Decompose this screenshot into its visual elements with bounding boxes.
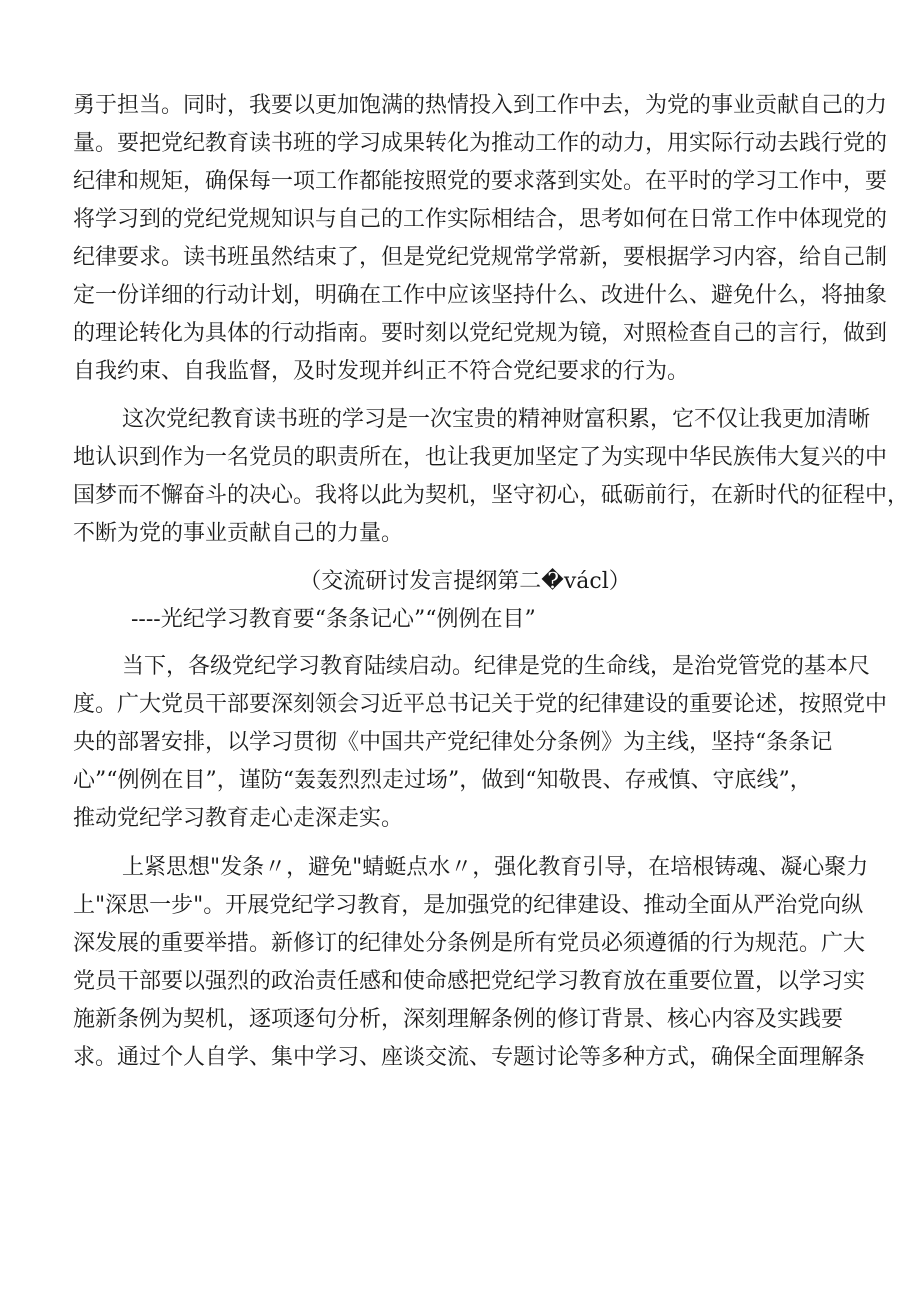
paragraph-line: 纪律和规矩，确保每一项工作都能按照党的要求落到实处。在平时的学习工作中，要 xyxy=(73,169,888,194)
paragraph-line: 党员干部要以强烈的政治责任感和使命感把党纪学习教育放在重要位置，以学习实 xyxy=(73,969,866,994)
paragraph-line: 施新条例为契机，逐项逐句分析，深刻理解条例的修订背景、核心内容及实践要 xyxy=(73,1007,844,1032)
paragraph-line: 地认识到作为一名党员的职责所在，也让我更加坚定了为实现中华民族伟大复兴的中 xyxy=(73,445,888,470)
paragraph-line: 勇于担当。同时，我要以更加饱满的热情投入到工作中去，为党的事业贡献自己的力 xyxy=(73,93,888,118)
paragraph-line: 度。广大党员干部要深刻领会习近平总书记关于党的纪律建设的重要论述，按照党中 xyxy=(73,692,888,717)
paragraph-line: 纪律要求。读书班虽然结束了，但是党纪党规常学常新，要根据学习内容，给自己制 xyxy=(73,245,888,270)
paragraph-line: 心”“例例在目”，谨防“轰轰烈烈走过场”，做到“知敬畏、存戒慎、守底线”， xyxy=(73,768,812,793)
paragraph-line: 求。通过个人自学、集中学习、座谈交流、专题讨论等多种方式，确保全面理解条 xyxy=(73,1045,866,1070)
paragraph-line: 自我约束、自我监督，及时发现并纠正不符合党纪要求的行为。 xyxy=(73,359,690,384)
paragraph-line: 的理论转化为具体的行动指南。要时刻以党纪党规为镜，对照检查自己的言行，做到 xyxy=(73,321,888,346)
section-subtitle: ----光纪学习教育要“条条记心”“例例在目” xyxy=(131,607,536,632)
paragraph-line: 上紧思想"发条〃，避免"蜻蜓点水〃，强化教育引导，在培根铸魂、凝心聚力 xyxy=(122,855,869,880)
paragraph-line: 当下，各级党纪学习教育陆续启动。纪律是党的生命线，是治党管党的基本尺 xyxy=(122,654,871,679)
paragraph-line: 推动党纪学习教育走心走深走实。 xyxy=(73,806,404,831)
section-heading-text: （交流研讨发言提纲第二�václ） xyxy=(299,569,631,594)
paragraph-line: 上"深思一步"。开展党纪学习教育，是加强党的纪律建设、推动全面从严治党向纵 xyxy=(73,893,864,918)
paragraph-line: 定一份详细的行动计划，明确在工作中应该坚持什么、改进什么、避免什么，将抽象 xyxy=(73,283,888,308)
paragraph-line: 深发展的重要举措。新修订的纪律处分条例是所有党员必须遵循的行为规范。广大 xyxy=(73,931,866,956)
section-heading xyxy=(0,562,920,602)
paragraph-line: 国梦而不懈奋斗的决心。我将以此为契机，坚守初心，砥砺前行，在新时代的征程中， xyxy=(73,483,910,508)
paragraph-line: 央的部署安排，以学习贯彻《中国共产党纪律处分条例》为主线，坚持“条条记 xyxy=(73,730,833,755)
paragraph-line: 不断为党的事业贡献自己的力量。 xyxy=(73,521,404,546)
paragraph-line: 这次党纪教育读书班的学习是一次宝贵的精神财富积累，它不仅让我更加清晰 xyxy=(122,407,871,432)
paragraph-line: 量。要把党纪教育读书班的学习成果转化为推动工作的动力，用实际行动去践行党的 xyxy=(73,131,888,156)
paragraph-line: 将学习到的党纪党规知识与自己的工作实际相结合，思考如何在日常工作中体现党的 xyxy=(73,207,888,232)
